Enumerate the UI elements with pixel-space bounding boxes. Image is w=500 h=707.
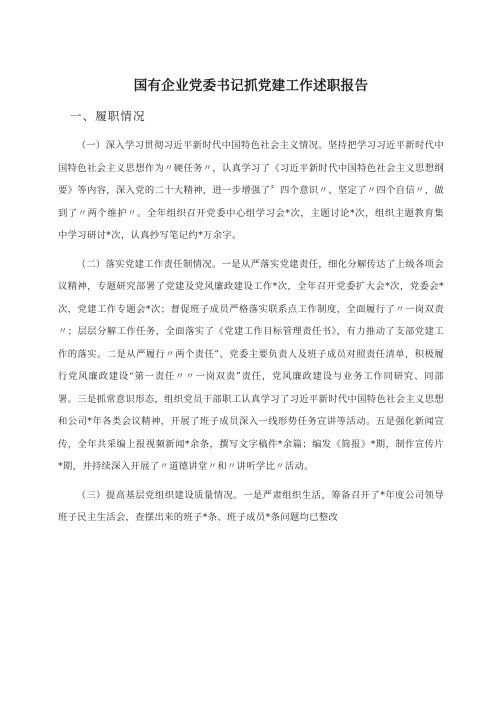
paragraph-organization: （三）提高基层党组织建设质量情况。一是严肃组织生活，筹备召开了*年度公司领导班子民主生活会，查摆出来的班子*条、班子成员*条问题均已整改 [58, 489, 444, 523]
document-title: 国有企业党委书记抓党建工作述职报告 [133, 78, 369, 94]
paragraph-responsibility: （二）落实党建工作责任制情况。一是从严落实党建责任，细化分解传达了上级各项会议精神，专题研究部署了党建及党风廉政建设工作*次，全年召开党委扩大会*次，党委会*次，党建工作专题会*次；督促班子成员严格落实联系点工作制度，全面履行了〃一岗双责〃；层层分解工作任务，全面落实了《党建工作目标管理责任书》，有力推动了支部党建工作的落实。二是从严履行〃两个责任”、党委主要负责人及班子成员对照责任清单，积极履行党风廉政建设“第一责任〃〃一岗双责”责任，党风廉政建设与业务工作同研究、同部署。三是抓常意识形态，组织党员干部职工认真学习了习近平新时代中国特色社会主义思想和公司*年各类会议精神，开展了班子成员深入一线形势任务宣讲等活动。五是强化新闻宣传，全年共采编上报视频新闻*余条，撰写文字稿件*余篇；编发《简报》*期，制作宣传片*期，并持续深入开展了〃道德讲堂〃和〃讲听学比〃活动。 [58, 258, 444, 472]
paragraph-study: （一）深入学习贯彻习近平新时代中国特色社会主义情况。坚持把学习习近平新时代中国特色社会主义思想作为〃硬任务〃，认真学习了《习近平新时代中国特色社会主义思想纲要》等内容，深入党的二十大精神，进一步增强了〞四个意识〃、坚定了〃四个自信〃，做到了〃两个维护〃。全年组织召开党委中心组学习会*次，主题讨论*次，组织主题教育集中学习研讨*次，认真抄写笔记约*万余字。 [58, 140, 444, 241]
section-heading: 一、履职情况 [70, 109, 146, 123]
